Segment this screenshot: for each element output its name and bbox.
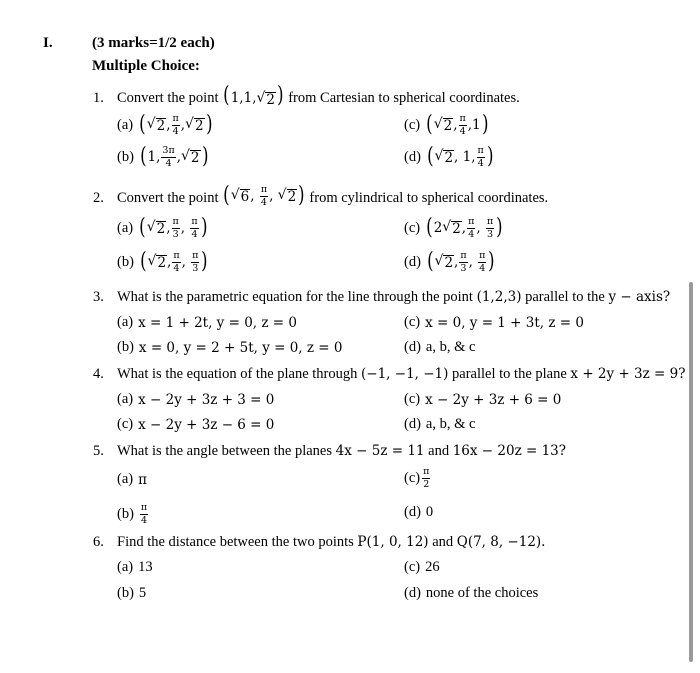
q6-option-c[interactable]: (c) 26 — [404, 559, 440, 575]
q2-option-d[interactable]: (d) ( √ 2 , $\frac{\pi}{3}$ , $\frac{\pi}{4}$ ) — [404, 249, 495, 274]
q4-option-b[interactable]: (c) x − 2y + 3z − 6 = 0 — [117, 416, 275, 433]
q1-option-d[interactable]: (d) ( √ 2 , 1, $\frac{\pi}{4}$ ) — [404, 144, 494, 169]
q1-option-a-math: ( √ 2 , $\frac{\pi}{4}$ , √ 2 ) — [139, 112, 213, 137]
q2-option-c[interactable]: (c) ( 2 √ 2 , $\frac{\pi}{4}$ , $\frac{\pi}{3}$ ) — [404, 215, 503, 240]
section-title: Multiple Choice: — [92, 58, 200, 74]
question-1: 1. Convert the point (1,1, √ 2 ) from Cartesian to spherical coordinates. — [93, 83, 520, 108]
q4-option-d[interactable]: (d) a, b, & c — [404, 416, 476, 432]
question-2: 2. Convert the point ( √ 6 , $\frac{\pi}{4}$ , √ 2 ) from cylindrical to spherical coordinates. — [93, 183, 549, 208]
q3-option-c[interactable]: (c) x = 0, y = 1 + 3t, z = 0 — [404, 314, 584, 331]
question-3: 3. What is the parametric equation for the line through the point (1,2,3) parallel to the y − axis? — [93, 289, 671, 305]
question-4: 4. What is the equation of the plane through (−1, −1, −1) parallel to the plane x + 2y + 3z = 9? — [93, 366, 686, 382]
q4-option-a[interactable]: (a) x − 2y + 3z + 3 = 0 — [117, 391, 275, 408]
q5-option-d[interactable]: (d) 0 — [404, 504, 434, 520]
q5-option-c[interactable]: (c) $\frac{\pi}{2}$ — [404, 466, 430, 490]
q5-option-b[interactable]: (b) $\frac{\pi}{4}$ — [117, 502, 148, 526]
q4-option-c[interactable]: (c) x − 2y + 3z + 6 = 0 — [404, 391, 562, 408]
q1-option-b[interactable]: (b) ( 1, $\frac{3\pi}{4}$ , √ 2 ) — [117, 144, 209, 169]
q1-option-a[interactable]: (a) ( √ 2 , $\frac{\pi}{4}$ , √ 2 ) — [117, 112, 213, 137]
q6-option-d[interactable]: (d) none of the choices — [404, 585, 539, 601]
section-marks: (3 marks=1/2 each) — [92, 35, 215, 51]
q6-option-b[interactable]: (b) 5 — [117, 585, 147, 601]
q3-option-a[interactable]: (a) x = 1 + 2t, y = 0, z = 0 — [117, 314, 297, 331]
q2-option-b[interactable]: (b) ( √ 2 , $\frac{\pi}{4}$ , $\frac{\pi}{3}$ ) — [117, 249, 208, 274]
q3-option-d[interactable]: (d) a, b, & c — [404, 339, 476, 355]
q2-point: ( √ 6 , $\frac{\pi}{4}$ , √ 2 ) — [223, 183, 305, 208]
question-6: 6. Find the distance between the two points P(1, 0, 12) and Q(7, 8, −12). — [93, 534, 546, 550]
q5-option-a[interactable]: (a) π — [117, 471, 147, 488]
question-5: 5. What is the angle between the planes 4x − 5z = 11 and 16x − 20z = 13? — [93, 443, 566, 459]
q1-point: (1,1, √ 2 ) — [223, 83, 284, 108]
section-number: I. — [43, 35, 53, 51]
q3-option-b[interactable]: (b) x = 0, y = 2 + 5t, y = 0, z = 0 — [117, 339, 343, 356]
vertical-scrollbar[interactable] — [689, 282, 693, 662]
q6-option-a[interactable]: (a) 13 — [117, 559, 153, 575]
q1-option-c[interactable]: (c) ( √ 2 , $\frac{\pi}{4}$ ,1 ) — [404, 112, 489, 137]
q2-option-a[interactable]: (a) ( √ 2 , $\frac{\pi}{3}$ , $\frac{\pi}{4}$ ) — [117, 215, 208, 240]
